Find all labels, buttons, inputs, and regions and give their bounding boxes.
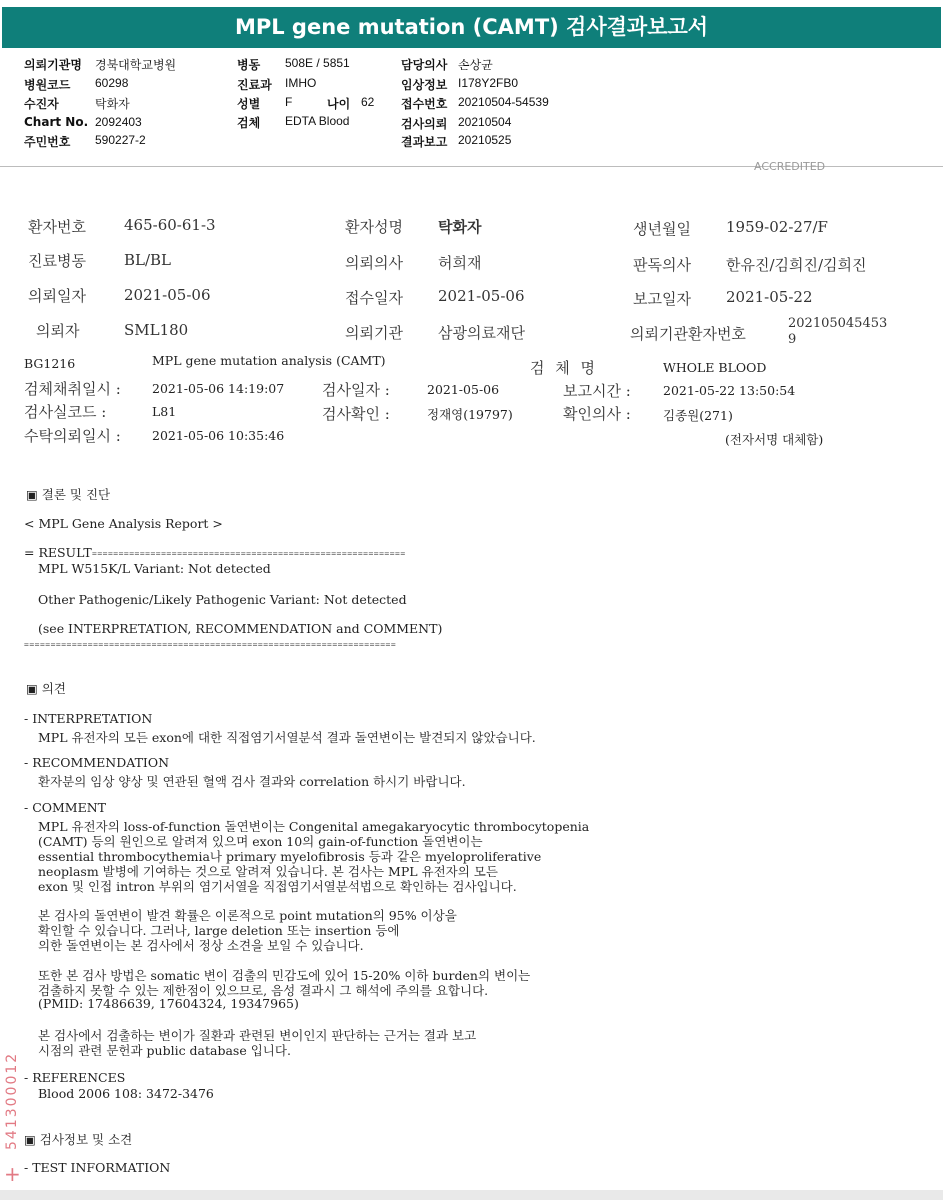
test-value: 2021-05-06 10:35:46 bbox=[152, 428, 285, 443]
comment-line: 확인할 수 있습니다. 그러나, large deletion 또는 insertion 등에 bbox=[38, 923, 400, 938]
header-value: 탁화자 bbox=[95, 97, 130, 111]
patient-value: 탁화자 bbox=[438, 218, 482, 236]
esign-note: (전자서명 대체함) bbox=[725, 432, 824, 447]
header-value: 경북대학교병원 bbox=[95, 58, 177, 72]
header-label: 주민번호 bbox=[24, 135, 71, 149]
header-label: 병동 bbox=[237, 58, 261, 72]
specimen-label: 검 체 명 bbox=[530, 359, 599, 377]
comment-line: essential thrombocythemia나 primary myelofibrosis 등과 같은 myeloproliferative bbox=[38, 849, 542, 864]
patient-value: 허희재 bbox=[438, 254, 482, 272]
patient-label: 환자성명 bbox=[345, 218, 403, 236]
header-label: 검사의뢰 bbox=[401, 117, 448, 131]
testinfo-heading: ▣ 검사정보 및 소견 bbox=[24, 1132, 133, 1147]
header-value: 508E / 5851 bbox=[285, 56, 350, 70]
result-end-rule: ====================================================================== bbox=[24, 640, 397, 649]
bottom-bar bbox=[0, 1190, 943, 1200]
header-label: 성별 bbox=[237, 97, 261, 111]
reference-item: Blood 2006 108: 3472-3476 bbox=[38, 1086, 214, 1101]
header-panel bbox=[0, 48, 943, 167]
patient-value: 465-60-61-3 bbox=[124, 216, 216, 234]
header-label: 결과보고 bbox=[401, 135, 448, 149]
report-subtitle: < MPL Gene Analysis Report > bbox=[24, 516, 223, 531]
age-label: 나이 bbox=[327, 97, 351, 111]
header-value: 2092403 bbox=[95, 115, 142, 129]
result-rule: =========================================================== bbox=[92, 549, 406, 558]
references-label: - REFERENCES bbox=[24, 1070, 126, 1085]
patient-label: 판독의사 bbox=[633, 256, 691, 274]
test-value: 2021-05-06 bbox=[427, 382, 500, 397]
patient-label: 생년월일 bbox=[633, 220, 691, 238]
patient-value: 삼광의료재단 bbox=[438, 324, 525, 342]
test-label: 검체채취일시 : bbox=[24, 380, 121, 398]
interpretation-text: MPL 유전자의 모든 exon에 대한 직접염기서열분석 결과 돌연변이는 발견되지 않았습니다. bbox=[38, 730, 536, 745]
patient-label: 의뢰일자 bbox=[28, 287, 86, 305]
accredited-mark: ACCREDITED bbox=[754, 160, 826, 173]
test-value: 정재영(19797) bbox=[427, 407, 513, 422]
header-value: 60298 bbox=[95, 76, 129, 90]
patient-value-cont: 9 bbox=[788, 332, 797, 347]
header-label: 진료과 bbox=[237, 78, 272, 92]
opinion-heading: ▣ 의견 bbox=[26, 681, 66, 696]
conclusion-heading: ▣ 결론 및 진단 bbox=[26, 487, 111, 502]
header-label: 병원코드 bbox=[24, 78, 71, 92]
report-title: MPL gene mutation (CAMT) 검사결과보고서 bbox=[2, 7, 941, 48]
patient-value: 202105045453 bbox=[788, 316, 888, 331]
patient-label: 의뢰기관 bbox=[345, 324, 403, 342]
test-label: 검사확인 : bbox=[322, 405, 390, 423]
testinfo-label: - TEST INFORMATION bbox=[24, 1160, 171, 1175]
comment-line: 또한 본 검사 방법은 somatic 변이 검출의 민감도에 있어 15-20% 이하 burden의 변이는 bbox=[38, 968, 531, 983]
test-value: 2021-05-22 13:50:54 bbox=[663, 383, 796, 398]
patient-value: 2021-05-06 bbox=[438, 287, 525, 305]
test-name: MPL gene mutation analysis (CAMT) bbox=[152, 353, 386, 368]
result-line: Other Pathogenic/Likely Pathogenic Variant: Not detected bbox=[38, 592, 407, 607]
header-label: 의뢰기관명 bbox=[24, 58, 82, 72]
test-label: 검사일자 : bbox=[322, 381, 390, 399]
patient-value: 한유진/김희진/김희진 bbox=[726, 256, 867, 274]
header-value: 손상균 bbox=[458, 58, 493, 72]
patient-value: SML180 bbox=[124, 321, 189, 339]
patient-label: 접수일자 bbox=[345, 289, 403, 307]
test-value: 김종원(271) bbox=[663, 408, 733, 423]
comment-line: 본 검사의 돌연변이 발견 확률은 이론적으로 point mutation의 95% 이상을 bbox=[38, 908, 457, 923]
header-label: Chart No. bbox=[24, 115, 89, 129]
header-label: 담당의사 bbox=[401, 58, 448, 72]
comment-line: MPL 유전자의 loss-of-function 돌연변이는 Congenital amegakaryocytic thrombocytopenia bbox=[38, 819, 590, 834]
patient-label: 진료병동 bbox=[28, 252, 86, 270]
patient-label: 의뢰의사 bbox=[345, 254, 403, 272]
result-label: = RESULT bbox=[24, 545, 92, 560]
result-line: (see INTERPRETATION, RECOMMENDATION and COMMENT) bbox=[38, 621, 443, 636]
patient-label: 보고일자 bbox=[633, 290, 691, 308]
patient-label: 환자번호 bbox=[28, 218, 86, 236]
comment-line: 본 검사에서 검출하는 변이가 질환과 관련된 변이인지 판단하는 근거는 결과 보고 bbox=[38, 1028, 477, 1043]
comment-line: (PMID: 17486639, 17604324, 19347965) bbox=[38, 996, 299, 1011]
test-label: 검사실코드 : bbox=[24, 403, 107, 421]
age-value: 62 bbox=[361, 95, 375, 109]
patient-value: BL/BL bbox=[124, 251, 172, 269]
header-value: 20210504-54539 bbox=[458, 95, 549, 109]
result-line: MPL W515K/L Variant: Not detected bbox=[38, 561, 271, 576]
header-label: 임상정보 bbox=[401, 78, 448, 92]
comment-line: neoplasm 발병에 기여하는 것으로 알려져 있습니다. 본 검사는 MPL 유전자의 모든 bbox=[38, 864, 498, 879]
test-code: BG1216 bbox=[24, 356, 76, 371]
recommendation-text: 환자분의 임상 양상 및 연관된 혈액 검사 결과와 correlation 하시기 바랍니다. bbox=[38, 774, 466, 789]
side-stamp: 541300012 bbox=[4, 1051, 20, 1150]
comment-line: 시점의 관련 문헌과 public database 입니다. bbox=[38, 1043, 291, 1058]
patient-value: 2021-05-06 bbox=[124, 286, 211, 304]
patient-label: 의뢰자 bbox=[36, 322, 80, 340]
recommendation-label: - RECOMMENDATION bbox=[24, 755, 170, 770]
comment-line: (CAMT) 등의 원인으로 알려져 있으며 exon 10의 gain-of-function 돌연변이는 bbox=[38, 834, 483, 849]
interpretation-label: - INTERPRETATION bbox=[24, 711, 153, 726]
test-value: L81 bbox=[152, 404, 177, 419]
patient-label: 의뢰기관환자번호 bbox=[630, 325, 746, 343]
comment-line: 의한 돌연변이는 본 검사에서 정상 소견을 보일 수 있습니다. bbox=[38, 938, 364, 953]
header-value: 20210504 bbox=[458, 115, 512, 129]
comment-line: exon 및 인접 intron 부위의 염기서열을 직접염기서열분석법으로 확인하는 검사입니다. bbox=[38, 879, 517, 894]
patient-value: 1959-02-27/F bbox=[726, 218, 828, 236]
header-value: I178Y2FB0 bbox=[458, 76, 519, 90]
patient-value: 2021-05-22 bbox=[726, 288, 813, 306]
header-label: 검체 bbox=[237, 116, 261, 130]
test-value: 2021-05-06 14:19:07 bbox=[152, 381, 285, 396]
header-value: 590227-2 bbox=[95, 133, 146, 147]
test-label: 확인의사 : bbox=[563, 405, 631, 423]
header-value: F bbox=[285, 95, 293, 109]
specimen-value: WHOLE BLOOD bbox=[663, 360, 767, 375]
header-value: EDTA Blood bbox=[285, 114, 350, 128]
header-label: 수진자 bbox=[24, 97, 59, 111]
comment-label: - COMMENT bbox=[24, 800, 107, 815]
header-value: IMHO bbox=[285, 76, 317, 90]
test-label: 수탁의뢰일시 : bbox=[24, 427, 121, 445]
plus-mark: + bbox=[4, 1162, 21, 1186]
header-value: 20210525 bbox=[458, 133, 512, 147]
header-label: 접수번호 bbox=[401, 97, 448, 111]
test-label: 보고시간 : bbox=[563, 382, 631, 400]
comment-line: 검출하지 못할 수 있는 제한점이 있으므로, 음성 결과시 그 해석에 주의를 요합니다. bbox=[38, 983, 489, 998]
